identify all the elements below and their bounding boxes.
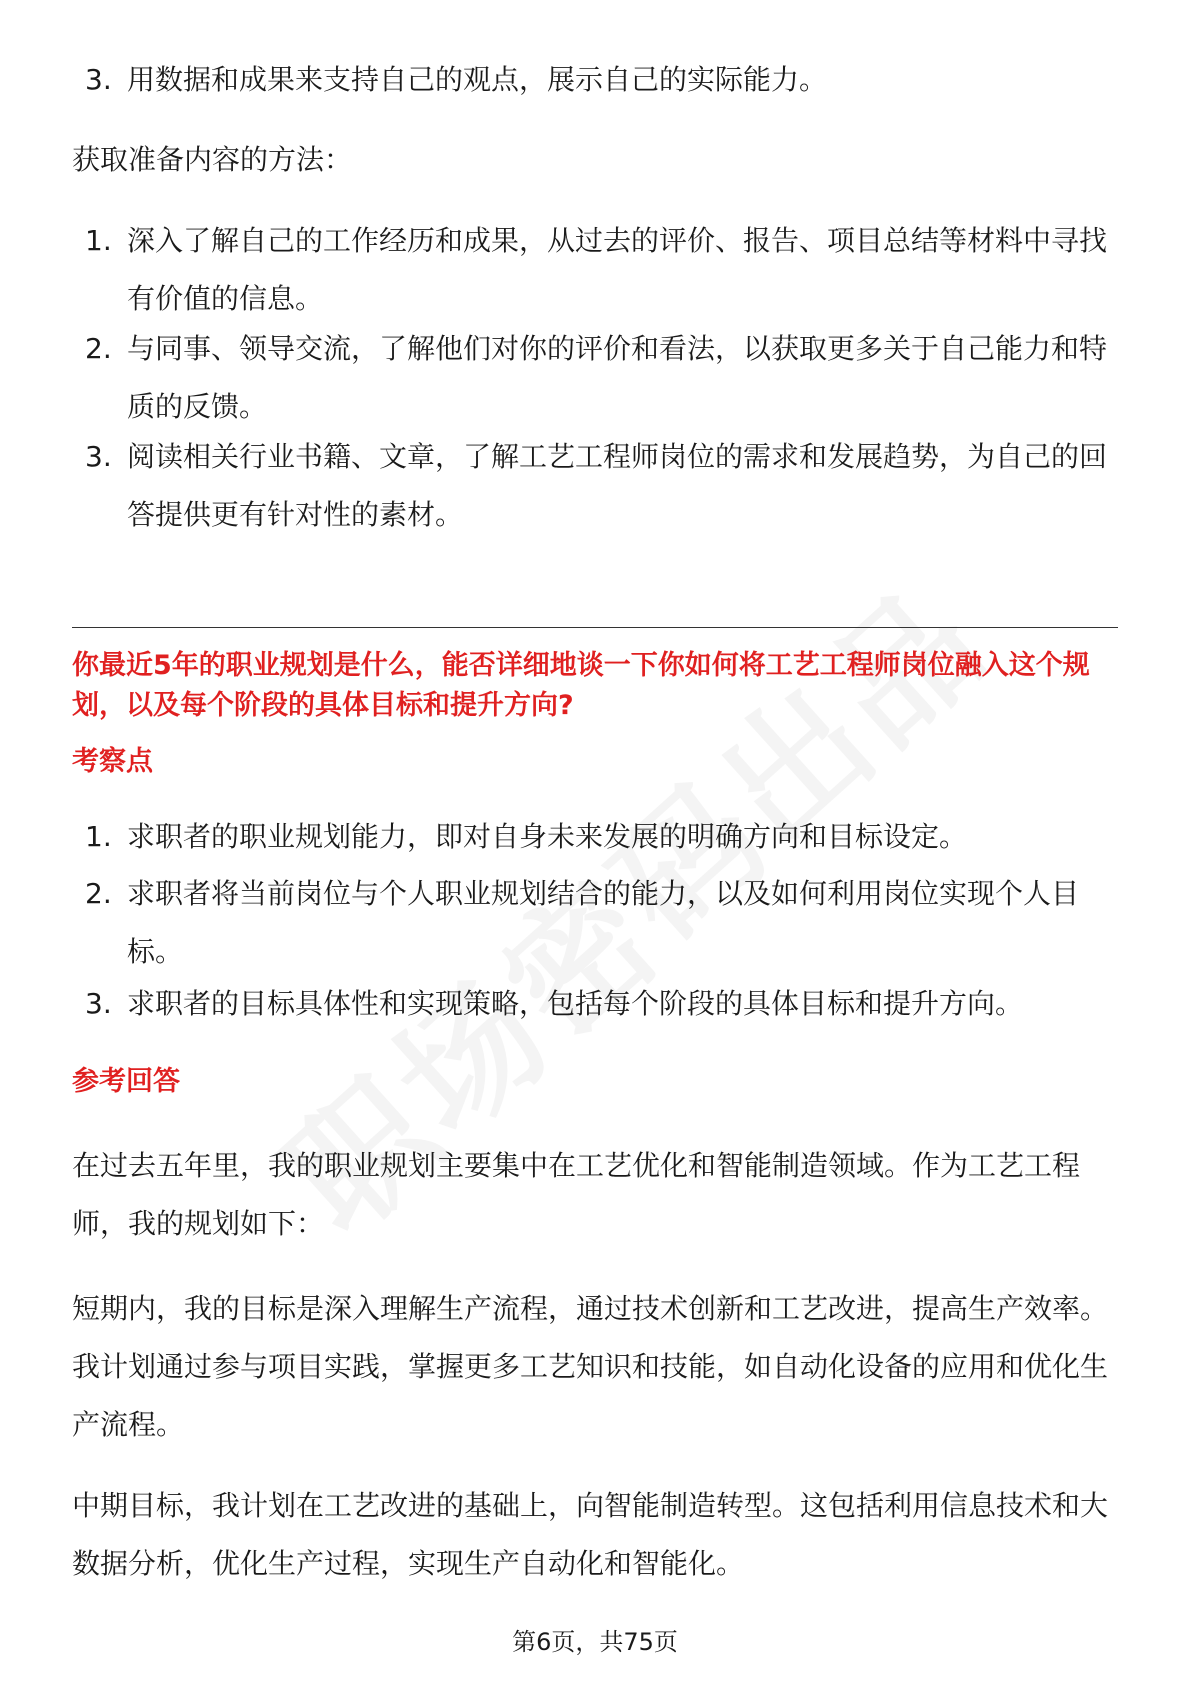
list-number: 3. (85, 440, 112, 473)
list-text: 求职者的目标具体性和实现策略，包括每个阶段的具体目标和提升方向。 (127, 987, 1024, 1020)
list-text: 与同事、领导交流，了解他们对你的评价和看法，以获取更多关于自己能力和特质的反馈。 (127, 332, 1108, 423)
list-number: 1. (85, 224, 112, 257)
list-number: 3. (85, 63, 112, 96)
list-number: 1. (85, 820, 112, 853)
answer-paragraph: 中期目标，我计划在工艺改进的基础上，向智能制造转型。这包括利用信息技术和大数据分析，优化生产过程，实现生产自动化和智能化。 (72, 1489, 1109, 1580)
list-text: 用数据和成果来支持自己的观点，展示自己的实际能力。 (127, 63, 828, 96)
answer-paragraph: 短期内，我的目标是深入理解生产流程，通过技术创新和工艺改进，提高生产效率。我计划通过参与项目实践，掌握更多工艺知识和技能，如自动化设备的应用和优化生产流程。 (72, 1292, 1109, 1441)
question-title: 你最近5年的职业规划是什么，能否详细地谈一下你如何将工艺工程师岗位融入这个规划，以及每个阶段的具体目标和提升方向? (72, 650, 1090, 721)
list-text: 求职者的职业规划能力，即对自身未来发展的明确方向和目标设定。 (127, 820, 968, 853)
section-divider (72, 627, 1118, 628)
list-text: 深入了解自己的工作经历和成果，从过去的评价、报告、项目总结等材料中寻找有价值的信息。 (127, 224, 1108, 315)
answer-heading: 参考回答 (72, 1066, 180, 1097)
page-footer: 第6页，共75页 (512, 1628, 678, 1656)
list-text: 阅读相关行业书籍、文章，了解工艺工程师岗位的需求和发展趋势，为自己的回答提供更有针对性的素材。 (127, 440, 1108, 531)
list-text: 求职者将当前岗位与个人职业规划结合的能力，以及如何利用岗位实现个人目标。 (127, 877, 1080, 968)
methods-heading: 获取准备内容的方法： (72, 143, 353, 176)
list-number: 2. (85, 332, 112, 365)
list-number: 3. (85, 987, 112, 1020)
list-number: 2. (85, 877, 112, 910)
focus-heading: 考察点 (72, 746, 153, 777)
answer-paragraph: 在过去五年里，我的职业规划主要集中在工艺优化和智能制造领域。作为工艺工程师，我的规划如下： (72, 1149, 1081, 1240)
